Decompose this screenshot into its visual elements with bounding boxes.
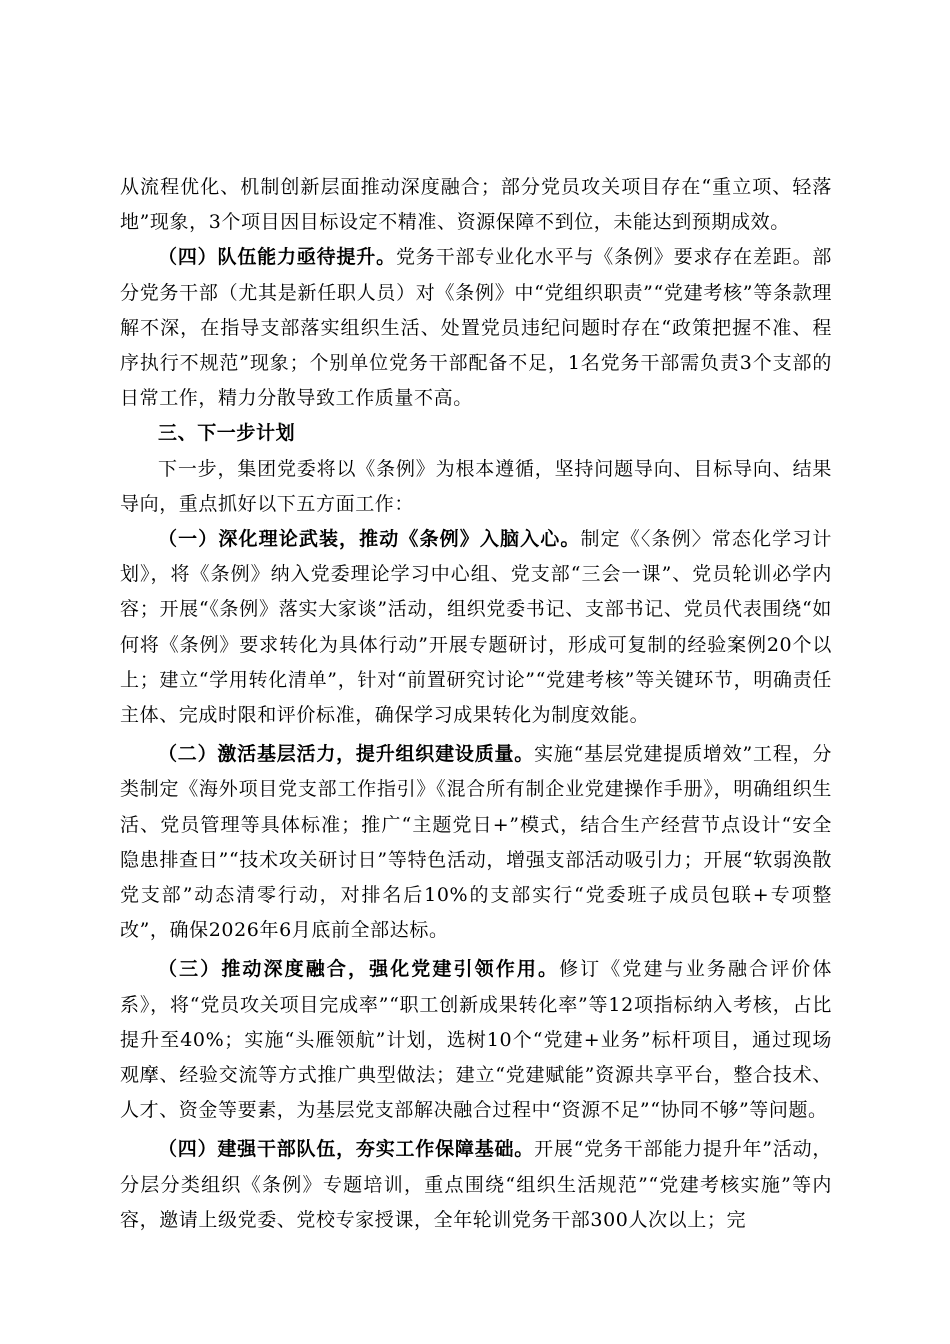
paragraph-continuation [120,170,832,240]
paragraph-text: 开展“党务干部能力提升年”活动，分层分类组织《条例》专题培训，重点围绕“组织生活规范”“党建考核实施”等内容，邀请上级党委、党校专家授课，全年轮训党务干部300人次以上；完 [120,1138,833,1231]
paragraph-integration [120,952,832,1128]
paragraph-lead: （四）队伍能力亟待提升。 [158,246,396,269]
paragraph-lead: （一）深化理论武装，推动《条例》入脑入心。 [158,528,581,551]
paragraph-text: 下一步，集团党委将以《条例》为根本遵循，坚持问题导向、目标导向、结果导向，重点抓好以下五方面工作： [120,457,832,515]
paragraph-team-capability [120,240,832,416]
paragraph-lead: （三）推动深度融合，强化党建引领作用。 [158,958,560,981]
paragraph-lead: （四）建强干部队伍，夯实工作保障基础。 [158,1138,535,1161]
paragraph-text: 制定《〈条例〉常态化学习计划》，将《条例》纳入党委理论学习中心组、党支部“三会一课”、党员轮训必学内容；开展“《条例》落实大家谈”活动，组织党委书记、支部书记、党员代表围绕“如何将《条例》要求转化为具体行动”开展专题研讨，形成可复制的经验案例20个以上；建立“学用转化清单”，针对“前置研究讨论”“党建考核”等关键环节，明确责任主体、完成时限和评价标准，确保学习成果转化为制度效能。 [120,528,832,727]
paragraph-text: 党务干部专业化水平与《条例》要求存在差距。部分党务干部（尤其是新任职人员）对《条例》中“党组织职责”“党建考核”等条款理解不深，在指导支部落实组织生活、处置党员违纪问题时存在“政策把握不准、程序执行不规范”现象；个别单位党务干部配备不足，1名党务干部需负责3个支部的日常工作，精力分散导致工作质量不高。 [120,246,833,410]
paragraph-intro [120,452,832,522]
paragraph-text: 实施“基层党建提质增效”工程，分类制定《海外项目党支部工作指引》《混合所有制企业党建操作手册》，明确组织生活、党员管理等具体标准；推广“主题党日+”模式，结合生产经营节点设计“安全隐患排查日”“技术攻关研讨日”等特色活动，增强支部活动吸引力；开展“软弱涣散党支部”动态清零行动，对排名后10%的支部实行“党委班子成员包联+专项整改”，确保2026年6月底前全部达标。 [120,743,833,942]
paragraph-cadre-team [120,1132,832,1238]
paragraph-grassroots [120,737,832,948]
document-page [120,170,832,1238]
paragraph-lead: （二）激活基层活力，提升组织建设质量。 [158,743,535,766]
paragraph-theory [120,522,832,733]
paragraph-text: 修订《党建与业务融合评价体系》，将“党员攻关项目完成率”“职工创新成果转化率”等12项指标纳入考核，占比提升至40%；实施“头雁领航”计划，选树10个“党建+业务”标杆项目，通过现场观摩、经验交流等方式推广典型做法；建立“党建赋能”资源共享平台，整合技术、人才、资金等要素，为基层党支部解决融合过程中“资源不足”“协同不够”等问题。 [120,958,832,1122]
section-heading-next-plan: 三、下一步计划 [158,422,296,445]
paragraph-text: 从流程优化、机制创新层面推动深度融合；部分党员攻关项目存在“重立项、轻落地”现象，3个项目因目标设定不精准、资源保障不到位，未能达到预期成效。 [120,176,832,234]
